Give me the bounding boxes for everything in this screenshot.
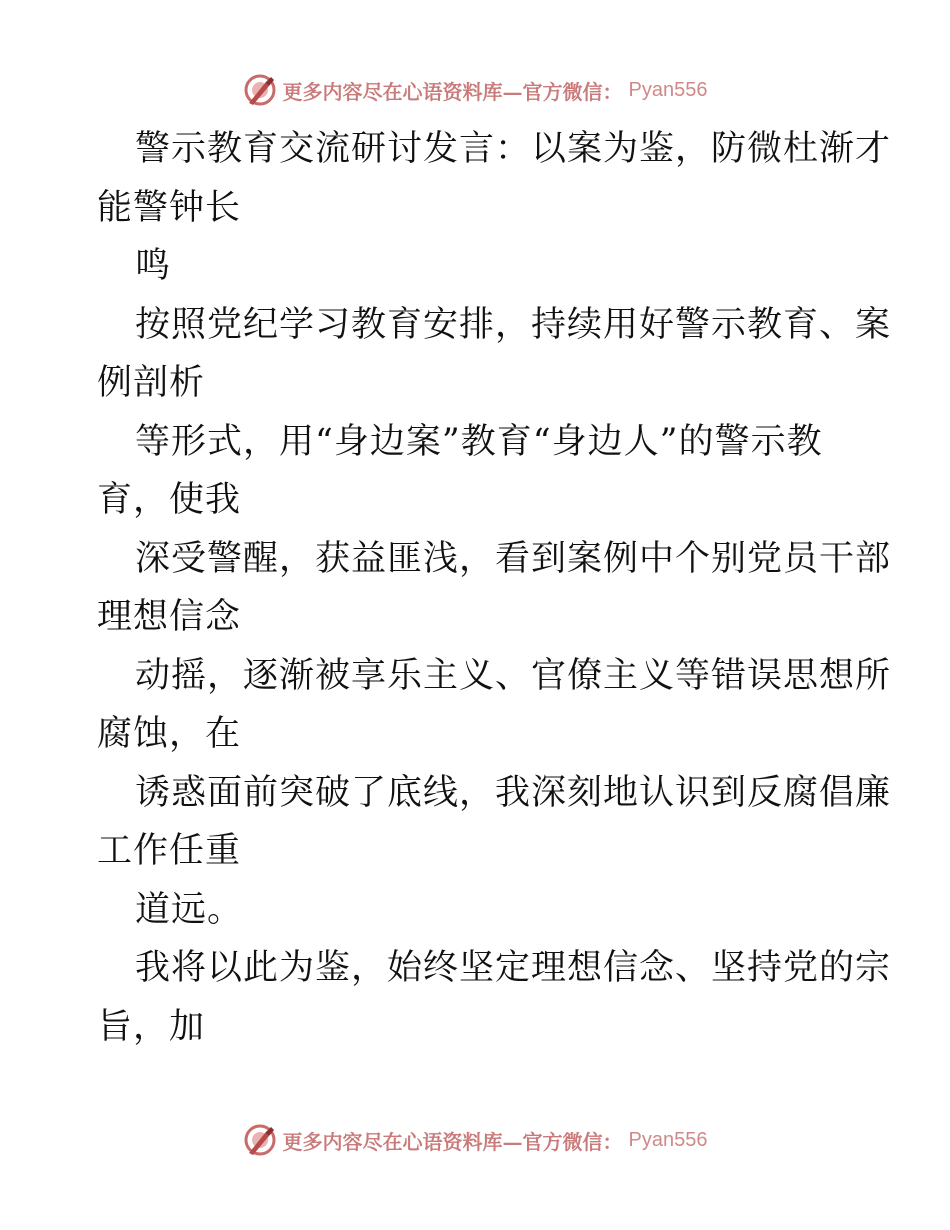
- text-line: 道远。: [135, 889, 244, 930]
- pen-logo-icon: [243, 73, 277, 107]
- text-line: 动摇，逐渐被享乐主义、官僚主义等错误思想所: [135, 655, 892, 696]
- watermark-text: 更多内容尽在心语资料库—官方微信：: [282, 79, 623, 104]
- pen-logo-icon: [243, 1123, 277, 1157]
- text-line: 旨，加: [97, 1006, 206, 1047]
- text-line: 工作任重: [97, 831, 242, 871]
- text-line: 鸣: [135, 246, 172, 286]
- text-line: 诱惑面前突破了底线，我深刻地认识到反腐倡廉: [135, 772, 892, 813]
- text-line: 腐蚀，在: [97, 714, 242, 754]
- header-watermark: [0, 70, 950, 110]
- text-line: 深受警醒，获益匪浅，看到案例中个别党员干部: [135, 538, 892, 579]
- text-line: 理想信念: [97, 597, 242, 637]
- text-line: 警示教育交流研讨发言：以案为鉴，防微杜渐才: [135, 129, 892, 169]
- watermark-text: 更多内容尽在心语资料库—官方微信：: [282, 1129, 623, 1154]
- watermark-wechat-id: Pyan556: [628, 1128, 708, 1151]
- footer-watermark: [0, 1120, 950, 1160]
- text-line: 例剖析: [97, 363, 206, 403]
- document-body: [97, 120, 892, 1056]
- text-line: 等形式，用“身边案”教育“身边人”的警示教: [135, 421, 823, 462]
- text-line: 育，使我: [97, 480, 242, 520]
- text-line: 按照党纪学习教育安排，持续用好警示教育、案: [135, 304, 892, 345]
- watermark-wechat-id: Pyan556: [628, 78, 708, 101]
- text-line: 能警钟长: [97, 187, 242, 228]
- text-line: 我将以此为鉴，始终坚定理想信念、坚持党的宗: [135, 948, 892, 988]
